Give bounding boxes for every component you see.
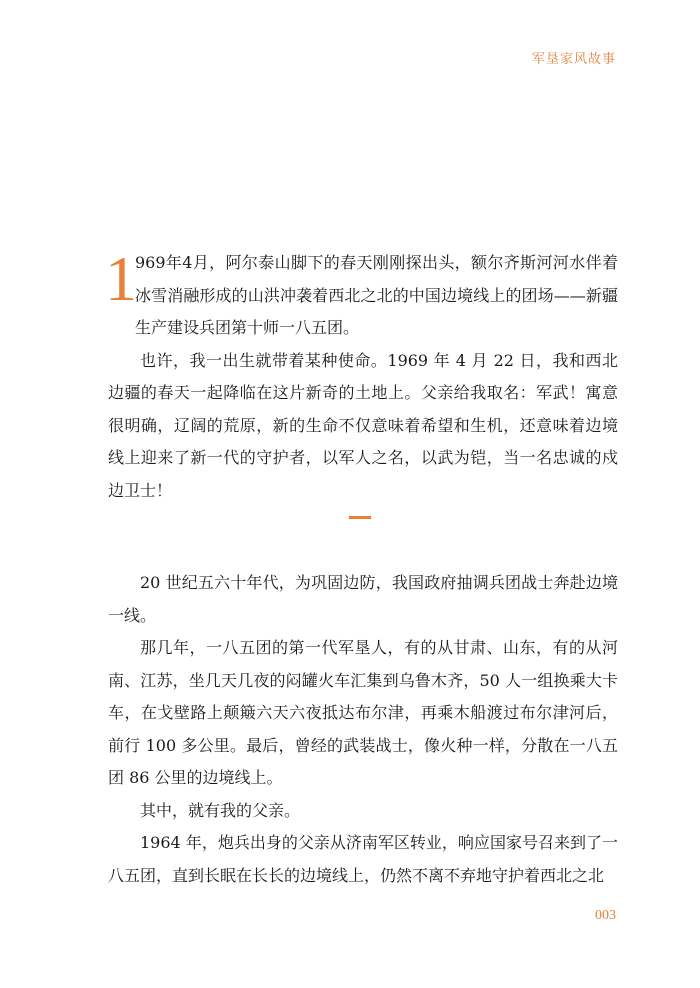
intro-paragraph-2: 也许，我一出生就带着某种使命。1969 年 4 月 22 日，我和西北边疆的春天一起降临在这片新奇的土地上。父亲给我取名：军武！寓意很明确，辽阔的荒原，新的生命不仅意味着希望和生机，还意味着边境线上迎来了新一代的守护者，以军人之名，以武为铠，当一名忠诚的戍边卫士！ bbox=[108, 350, 618, 500]
section-heading-text bbox=[349, 516, 350, 517]
intro-paragraph-1 bbox=[105, 243, 618, 345]
body-paragraph-4: 1964 年，炮兵出身的父亲从济南军区转业，响应国家号召来到了一八五团，直到长眠在长长的边境线上，仍然不离不弃地守护着西北之北 bbox=[108, 833, 618, 885]
section-heading-mark bbox=[349, 516, 371, 519]
drop-cap: 1 bbox=[105, 243, 137, 314]
body-section bbox=[108, 567, 618, 892]
body-paragraph-3: 其中，就有我的父亲。 bbox=[140, 800, 301, 820]
intro-paragraph-1-text: 969年4月，阿尔泰山脚下的春天刚刚探出头，额尔齐斯河河水伴着冰雪消融形成的山洪冲袭着西北之北的中国边境线上的团场——新疆生产建设兵团第十师一八五团。 bbox=[135, 253, 618, 337]
body-paragraph-2: 那几年，一八五团的第一代军垦人，有的从甘肃、山东，有的从河南、江苏，坐几天几夜的闷罐火车汇集到乌鲁木齐，50 人一组换乘大卡车，在戈壁路上颠簸六天六夜抵达布尔津，再乘木船渡过布尔津河后，前行 100 多公里。最后，曾经的武装战士，像火种一样，分散在一八五团 86 公里的边境线上。 bbox=[108, 638, 618, 787]
body-paragraph-1: 20 世纪五六十年代，为巩固边防，我国政府抽调兵团战士奔赴边境一线。 bbox=[108, 573, 618, 625]
running-header: 军垦家风故事 bbox=[531, 52, 616, 67]
intro-section bbox=[105, 243, 618, 507]
page-number: 003 bbox=[595, 908, 616, 923]
